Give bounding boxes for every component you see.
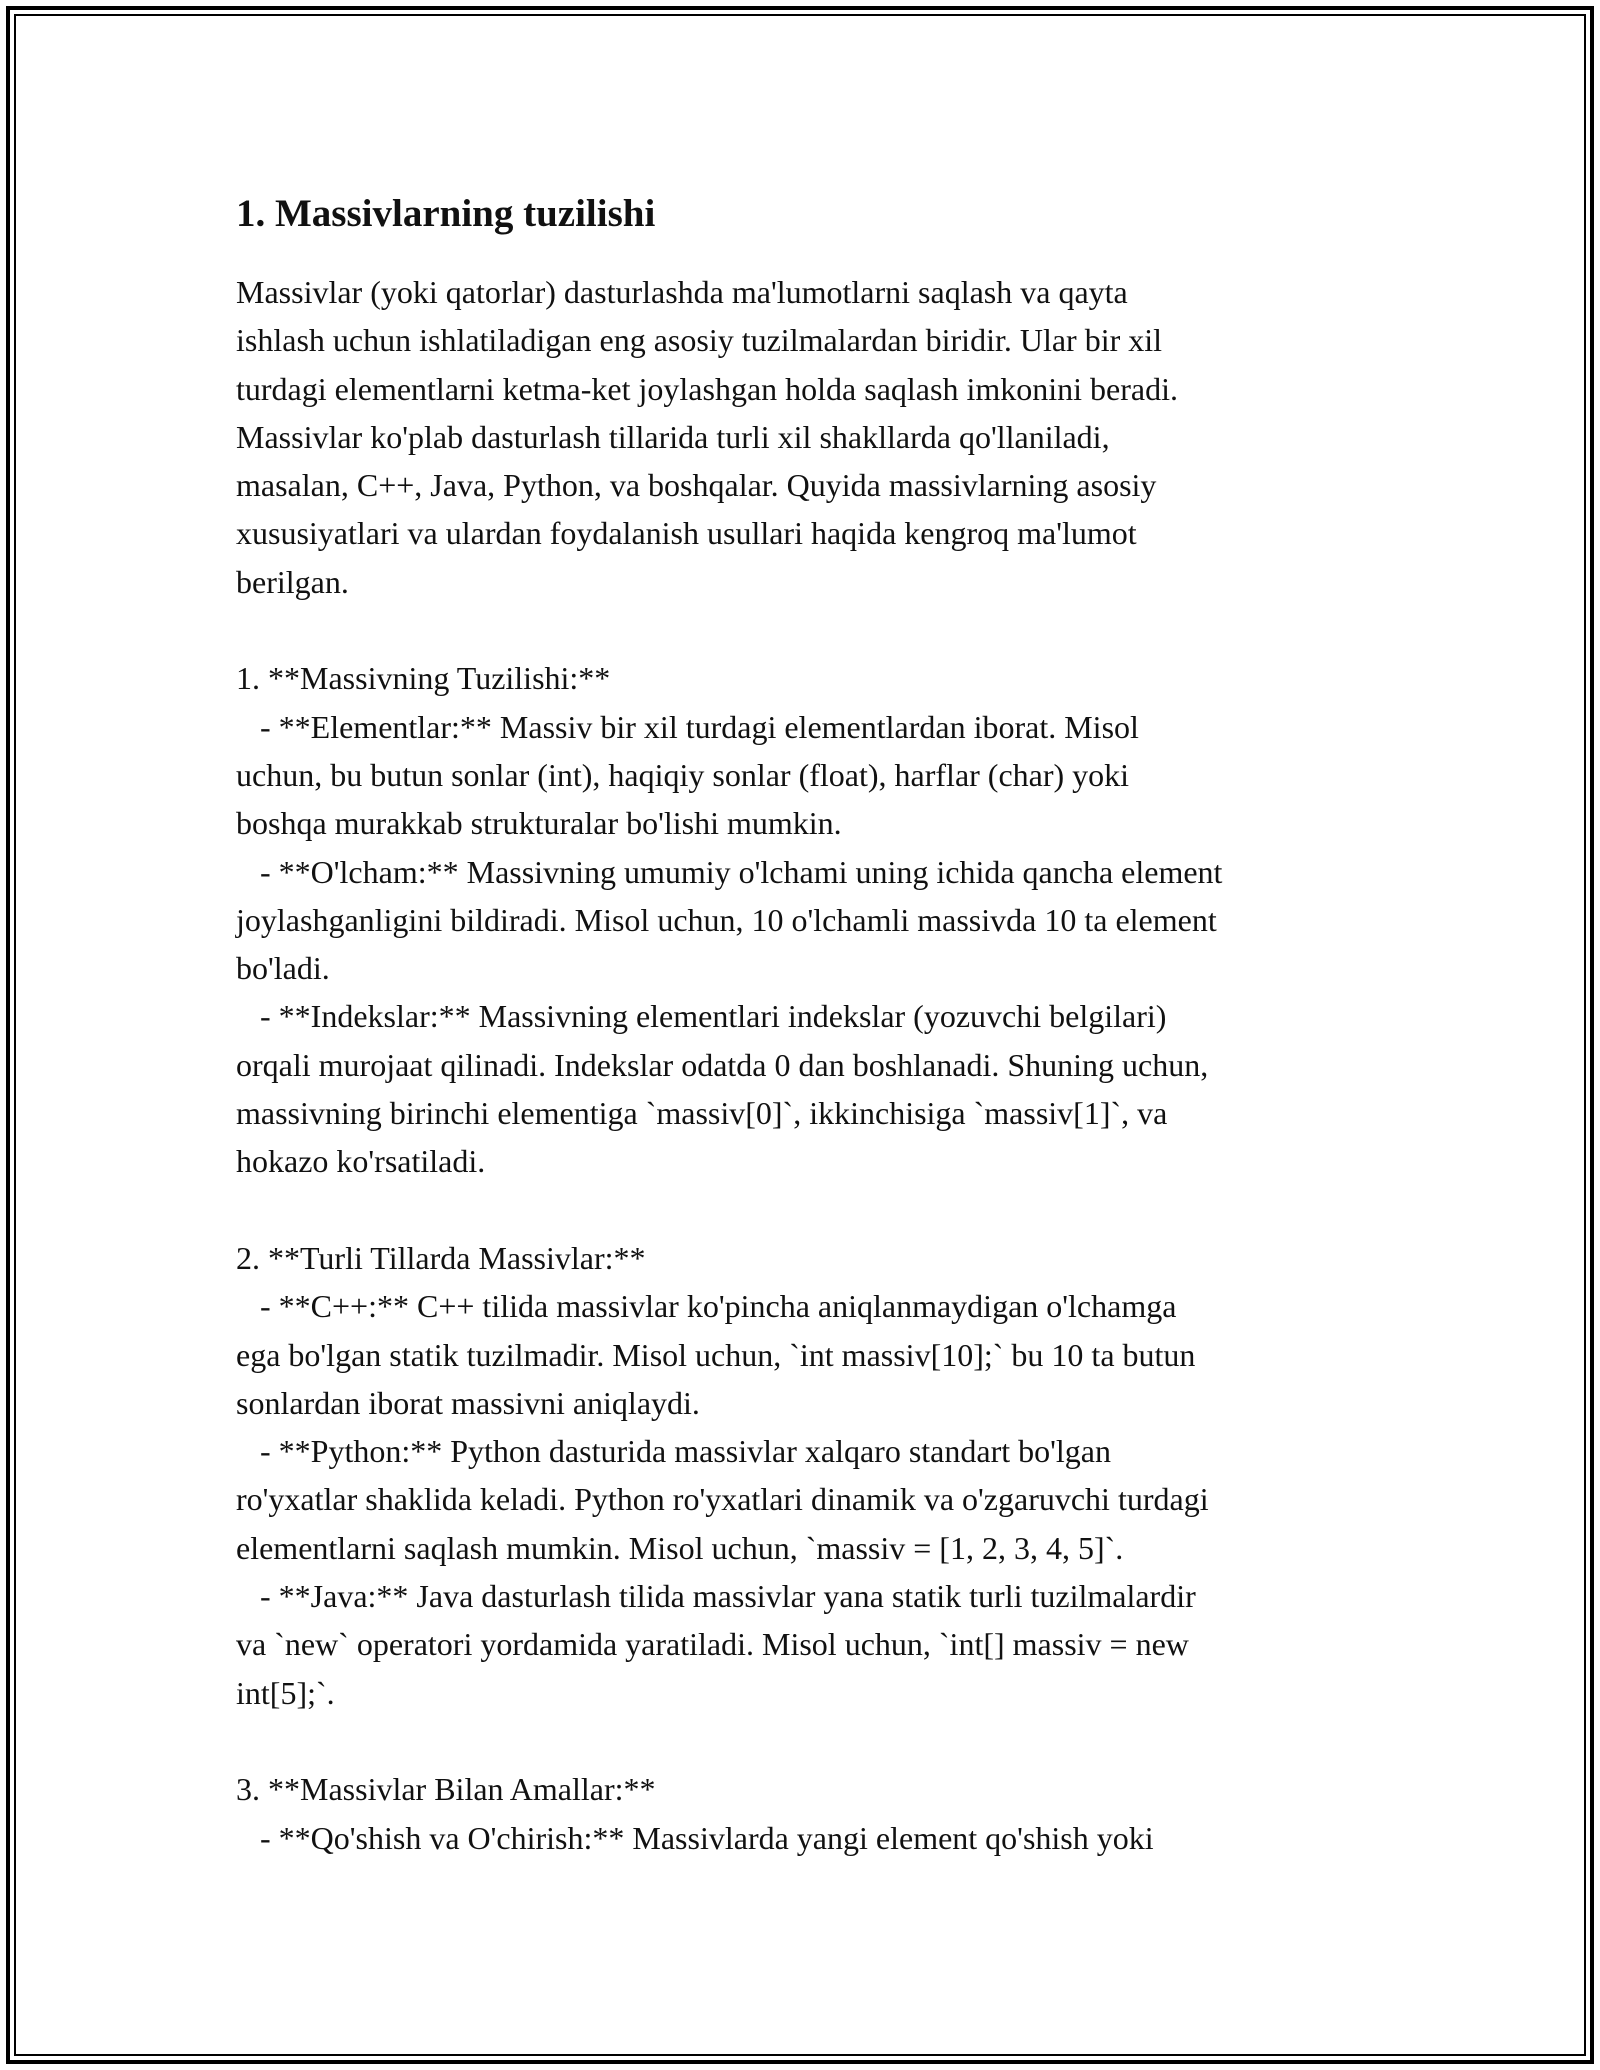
document-body-text: Massivlar (yoki qatorlar) dasturlashda ma'lumotlarni saqlash va qayta ishlash uchun ishlatiladigan eng asosiy tuzilmalardan biridir. Ular bir xil turdagi elementlarni ketma-ket joylashgan holda saqlash imkonini beradi. Massivlar ko'plab dasturlash tillarida turli xil shakllarda qo'llaniladi, masalan, C++, Java, Python, va boshqalar. Quyida massivlarning asosiy xususiyatlari va ulardan foydalanish usullari haqida kengroq ma'lumot berilgan. 1. **Massivning Tuzilishi:** - **Elementlar:** Massiv bir xil turdagi elementlardan iborat. Misol uchun, bu butun sonlar (int), haqiqiy sonlar (float), harflar (char) yoki boshqa murakkab strukturalar bo'lishi mumkin. - **O'lcham:** Massivning umumiy o'lchami uning ichida qancha element joylashganligini bildiradi. Misol uchun, 10 o'lchamli massivda 10 ta element bo'ladi. - **Indekslar:** Massivning elementlari indekslar (yozuvchi belgilari) orqali murojaat qilinadi. Indekslar odatda 0 dan boshlanadi. Shuning uchun, massivning birinchi elementiga `massiv[0]`, ikkinchisiga `massiv[1]`, va hokazo ko'rsatiladi. 2. **Turli Tillarda Massivlar:** - **C++:** C++ tilida massivlar ko'pincha aniqlanmaydigan o'lchamga ega bo'lgan statik tuzilmadir. Misol uchun, `int massiv[10];` bu 10 ta butun sonlardan iborat massivni aniqlaydi. - **Python:** Python dasturida massivlar xalqaro standart bo'lgan ro'yxatlar shaklida keladi. Python ro'yxatlari dinamik va o'zgaruvchi turdagi elementlarni saqlash mumkin. Misol uchun, `massiv = [1, 2, 3, 4, 5]`. - **Java:** Java dasturlash tilida massivlar yana statik turli tuzilmalardir va `new` operatori yordamida yaratiladi. Misol uchun, `int[] massiv = new int[5];`. 3. **Massivlar Bilan Amallar:** - **Qo'shish va O'chirish:** Massivlarda yangi element qo'shish yoki xyxy=(236,274,1223,1856)
document-heading: 1. Massivlarning tuzilishi xyxy=(236,192,656,235)
document-content xyxy=(236,186,1396,1862)
